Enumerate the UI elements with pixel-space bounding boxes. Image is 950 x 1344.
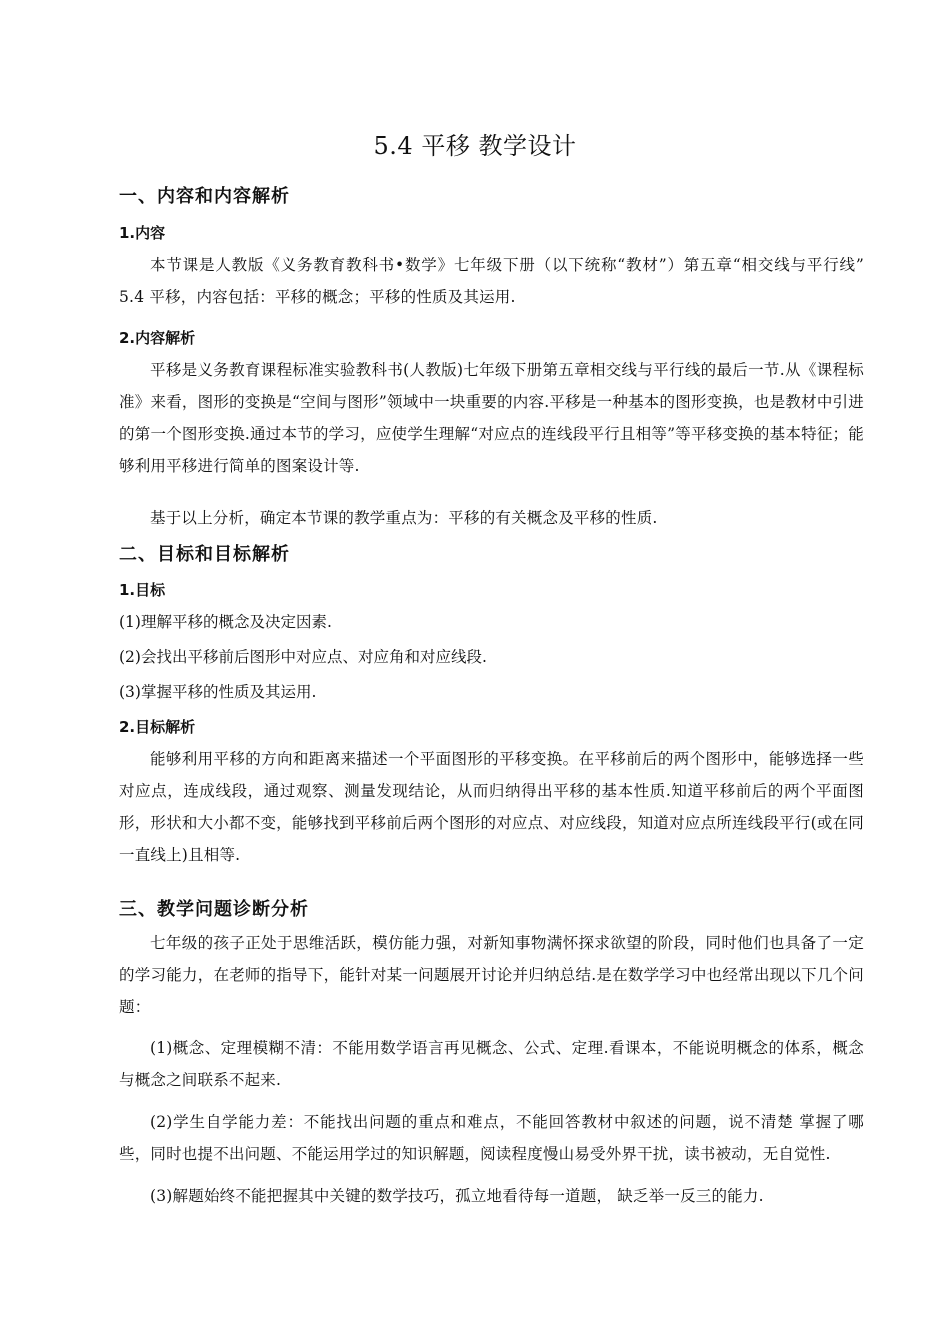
page-title: 5.4 平移 教学设计 [373, 132, 577, 160]
problem-item: (1)概念、定理模糊不清：不能用数学语言再见概念、公式、定理.看课本，不能说明概念的体系，概念与概念之间联系不起来. [119, 1039, 864, 1089]
paragraph-goals-analysis: 能够利用平移的方向和距离来描述一个平面图形的平移变换。在平移前后的两个图形中，能够选择一些对应点，连成线段，通过观察、测量发现结论，从而归纳得出平移的基本性质.知道平移前后的两个平面图形，形状和大小都不变，能够找到平移前后两个图形的对应点、对应线段，知道对应点所连线段平行(或在同一直线上)且相等. [119, 750, 864, 864]
subheading-goals: 1.目标 [119, 581, 166, 599]
paragraph-key-points: 基于以上分析，确定本节课的教学重点为：平移的有关概念及平移的性质. [150, 509, 658, 527]
section-heading-diagnosis: 三、教学问题诊断分析 [119, 899, 309, 920]
goal-item: (3)掌握平移的性质及其运用. [119, 683, 317, 701]
section-heading-goals: 二、目标和目标解析 [119, 544, 290, 565]
subheading-content-analysis: 2.内容解析 [119, 329, 196, 347]
paragraph-content-analysis: 平移是义务教育课程标准实验教科书(人教版)七年级下册第五章相交线与平行线的最后一节.从《课程标准》来看，图形的变换是“空间与图形”领域中一块重要的内容.平移是一种基本的图形变换，也是教材中引进的第一个图形变换.通过本节的学习，应使学生理解“对应点的连线段平行且相等”等平移变换的基本特征；能够利用平移进行简单的图案设计等. [119, 361, 864, 475]
problem-item: (3)解题始终不能把握其中关键的数学技巧，孤立地看待每一道题， 缺乏举一反三的能力. [150, 1187, 764, 1205]
subheading-content: 1.内容 [119, 224, 166, 242]
section-heading-content: 一、内容和内容解析 [119, 186, 290, 207]
problem-item: (2)学生自学能力差：不能找出问题的重点和难点，不能回答教材中叙述的问题，说不清楚 掌握了哪些，同时也提不出问题、不能运用学过的知识解题，阅读程度慢山易受外界干扰，读书被动，无自觉性. [119, 1113, 864, 1163]
paragraph-content: 本节课是人教版《义务教育教科书•数学》七年级下册（以下统称“教材”）第五章“相交线与平行线” 5.4 平移，内容包括：平移的概念；平移的性质及其运用. [119, 256, 864, 306]
paragraph-diagnosis-intro: 七年级的孩子正处于思维活跃，模仿能力强，对新知事物满怀探求欲望的阶段，同时他们也具备了一定的学习能力，在老师的指导下，能针对某一问题展开讨论并归纳总结.是在数学学习中也经常出现以下几个问题： [119, 934, 864, 1016]
subheading-goals-analysis: 2.目标解析 [119, 718, 196, 736]
goal-item: (2)会找出平移前后图形中对应点、对应角和对应线段. [119, 648, 487, 666]
goal-item: (1)理解平移的概念及决定因素. [119, 613, 332, 631]
